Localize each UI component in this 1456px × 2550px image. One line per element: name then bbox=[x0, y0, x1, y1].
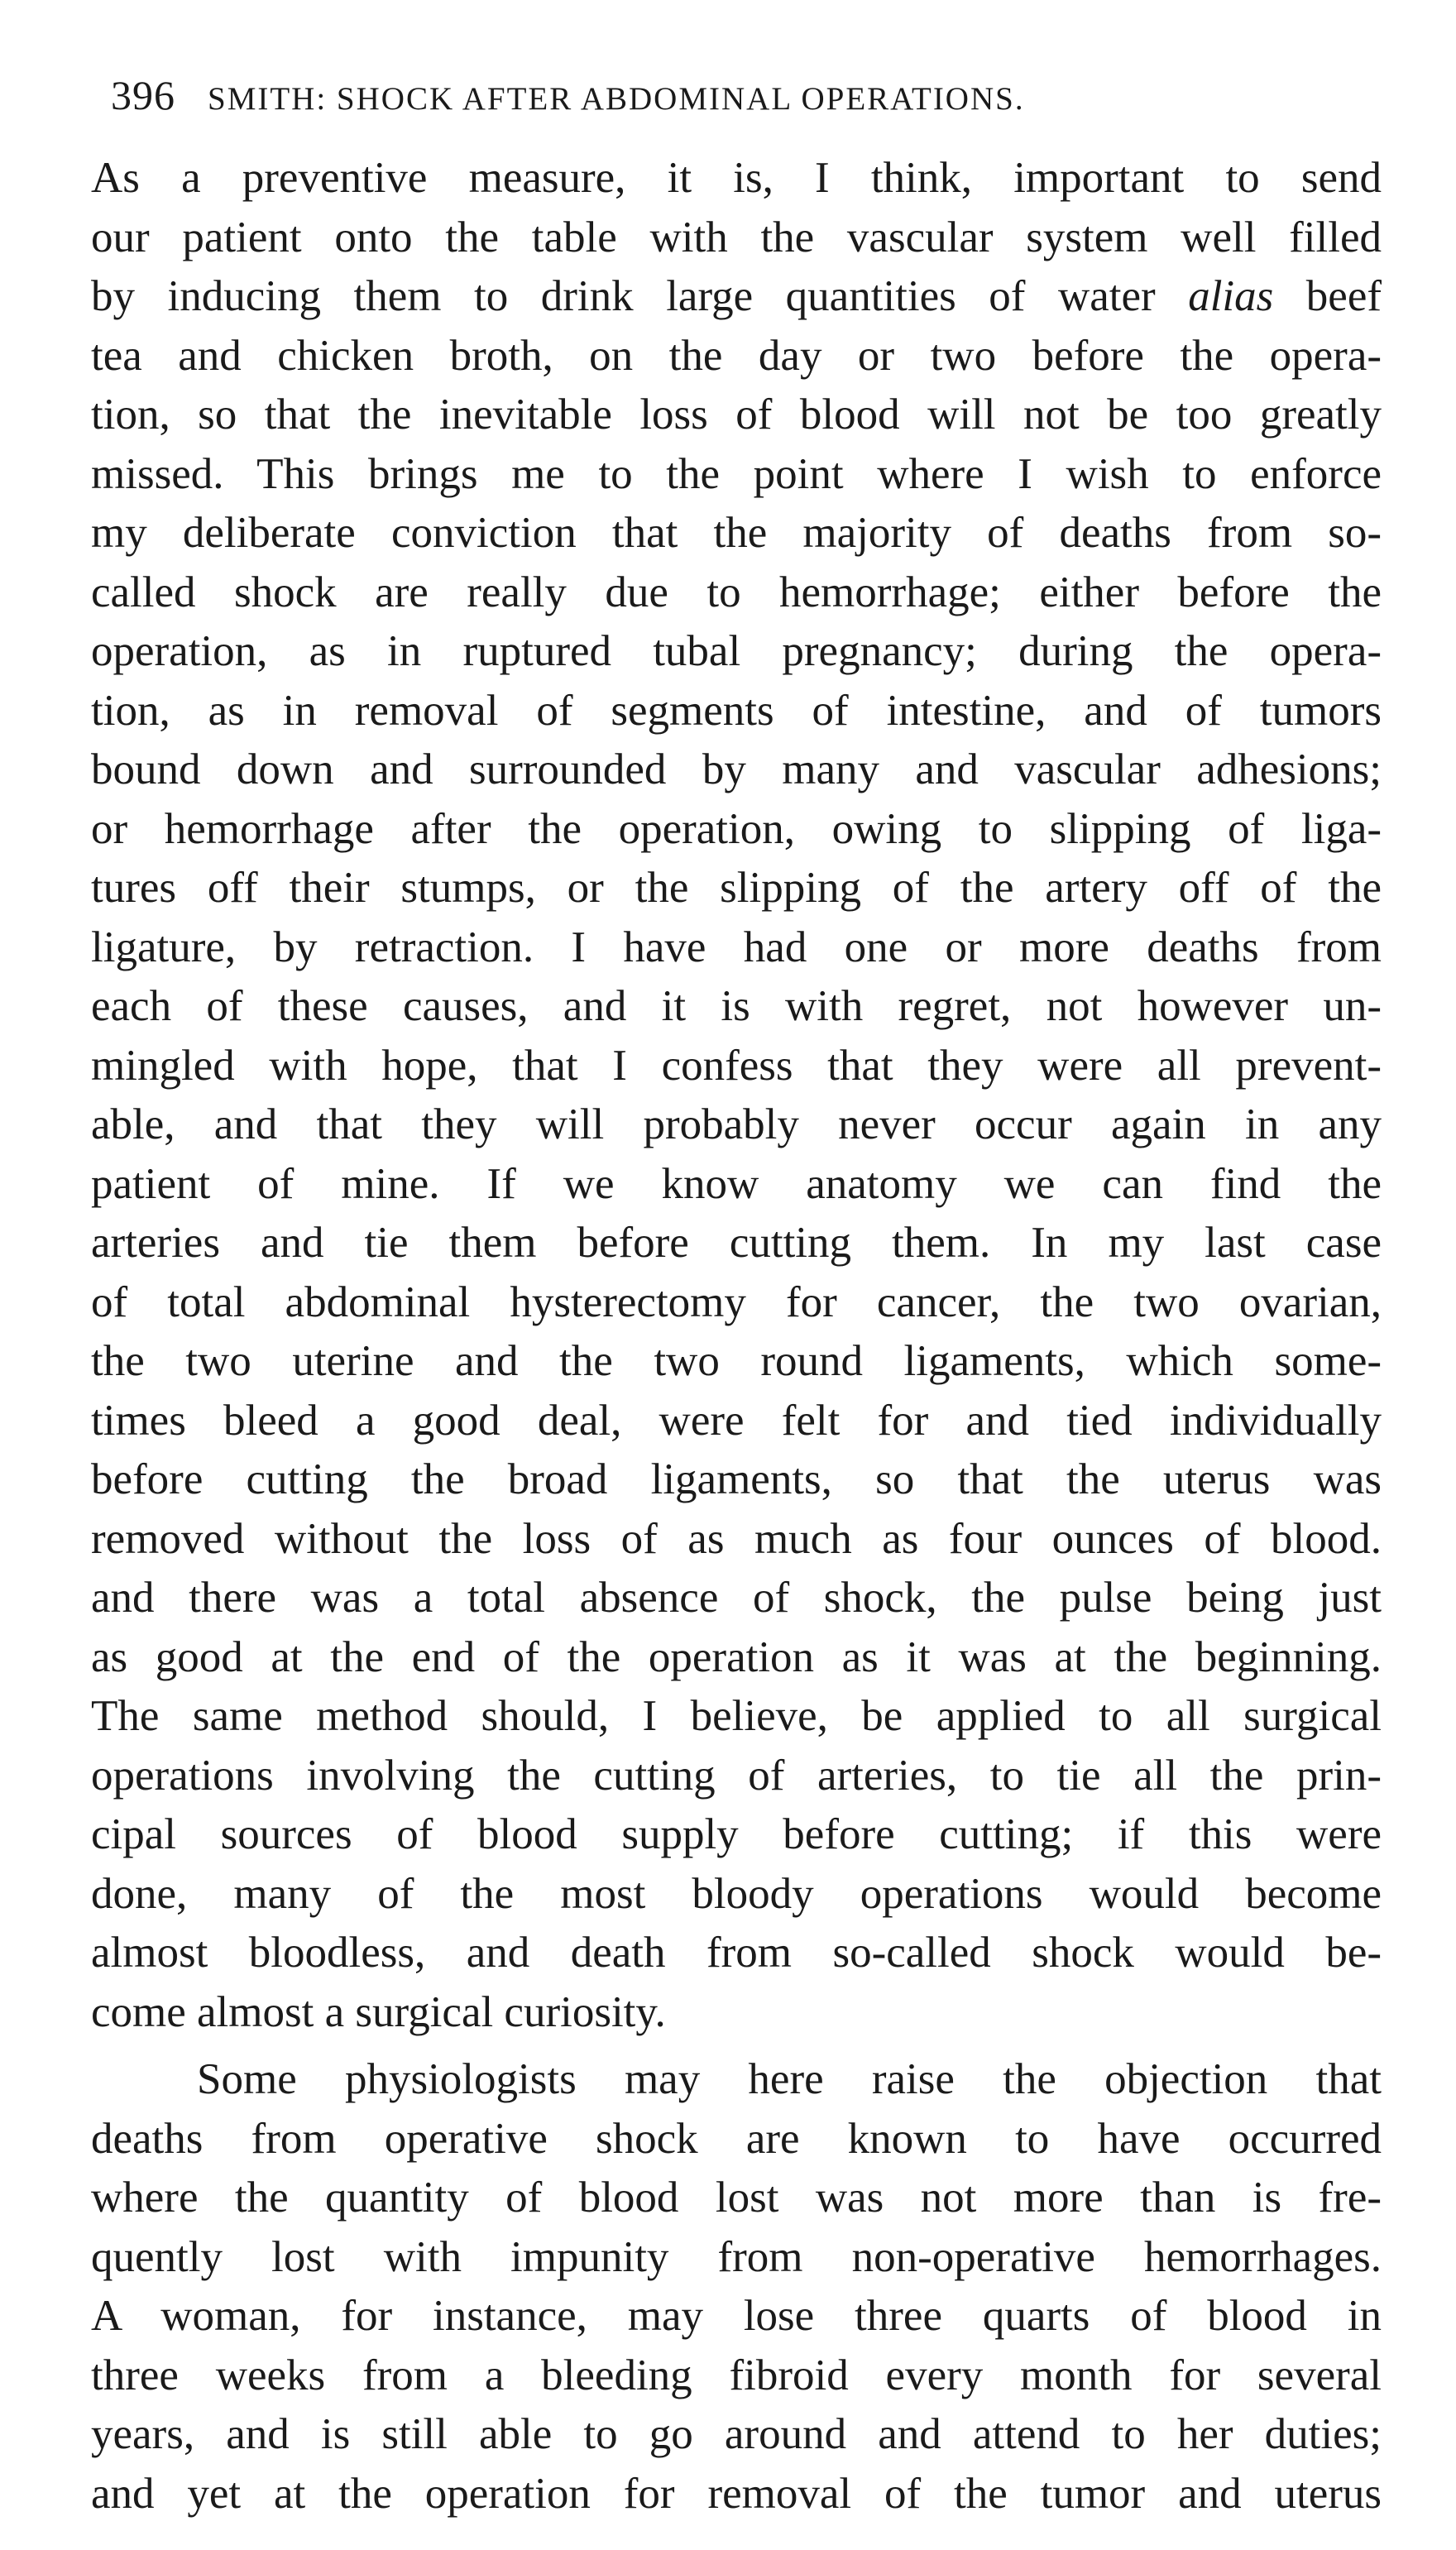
text-line: come almost a surgical curiosity. bbox=[91, 1987, 666, 2036]
text-line: of total abdominal hysterectomy for cancer, the two ovarian, bbox=[91, 1277, 1382, 1326]
paragraph-gap bbox=[91, 2042, 1382, 2050]
text-line: the two uterine and the two round ligaments, which some- bbox=[91, 1337, 1382, 1385]
text-line: my deliberate conviction that the majority of deaths from so- bbox=[91, 509, 1382, 557]
text-line: tures off their stumps, or the slipping of the artery off of the bbox=[91, 864, 1382, 912]
text-line: bound down and surrounded by many and vascular adhesions; bbox=[91, 745, 1382, 793]
text-line: arteries and tie them before cutting them. In my last case bbox=[91, 1219, 1382, 1267]
text-line: able, and that they will probably never occur again in any bbox=[91, 1100, 1382, 1148]
text-line: removed without the loss of as much as four ounces of blood. bbox=[91, 1514, 1382, 1563]
text-line: Some physiologists may here raise the objection that bbox=[197, 2055, 1382, 2103]
text-line: tea and chicken broth, on the day or two before the opera- bbox=[91, 331, 1382, 380]
text-line: tion, so that the inevitable loss of blood will not be too greatly bbox=[91, 391, 1382, 439]
text-line: three weeks from a bleeding fibroid every month for several bbox=[91, 2351, 1382, 2399]
text-line: years, and is still able to go around and attend to her duties; bbox=[91, 2410, 1382, 2458]
text-line: each of these causes, and it is with regret, not however un- bbox=[91, 982, 1382, 1030]
page-number: 396 bbox=[111, 72, 175, 118]
text-line: operations involving the cutting of arteries, to tie all the prin- bbox=[91, 1751, 1382, 1800]
text-line: patient of mine. If we know anatomy we can find the bbox=[91, 1159, 1382, 1208]
italic-word: alias bbox=[1188, 272, 1274, 320]
text-line: as good at the end of the operation as it was at the beginning. bbox=[91, 1632, 1382, 1681]
text-line: tion, as in removal of segments of intestine, and of tumors bbox=[91, 686, 1382, 735]
text-line: quently lost with impunity from non-operative hemorrhages. bbox=[91, 2232, 1382, 2281]
text-line: operation, as in ruptured tubal pregnancy; during the opera- bbox=[91, 627, 1382, 675]
text-line: As a preventive measure, it is, I think, important to send bbox=[91, 154, 1382, 202]
paragraph bbox=[91, 2050, 1382, 2524]
text-line: done, many of the most bloody operations would become bbox=[91, 1869, 1382, 1918]
text-line: where the quantity of blood lost was not more than is fre- bbox=[91, 2174, 1382, 2222]
text-line: called shock are really due to hemorrhage; either before the bbox=[91, 568, 1382, 616]
text-line: and there was a total absence of shock, the pulse being just bbox=[91, 1574, 1382, 1622]
text-line: or hemorrhage after the operation, owing to slipping of liga- bbox=[91, 804, 1382, 853]
text-line: ligature, by retraction. I have had one or more deaths from bbox=[91, 923, 1382, 971]
running-head bbox=[111, 71, 1385, 119]
running-title: SMITH: SHOCK AFTER ABDOMINAL OPERATIONS. bbox=[208, 81, 1025, 117]
body-text bbox=[91, 149, 1382, 2524]
text-line: A woman, for instance, may lose three quarts of blood in bbox=[91, 2292, 1382, 2340]
paragraph bbox=[91, 149, 1382, 2042]
text-line: times bleed a good deal, were felt for and tied individually bbox=[91, 1396, 1382, 1445]
text-line: deaths from operative shock are known to have occurred bbox=[91, 2114, 1382, 2163]
text-line: cipal sources of blood supply before cutting; if this were bbox=[91, 1810, 1382, 1858]
text-line: almost bloodless, and death from so-called shock would be- bbox=[91, 1929, 1382, 1977]
text-line: and yet at the operation for removal of the tumor and uterus bbox=[91, 2469, 1382, 2518]
text-line: our patient onto the table with the vascular system well filled bbox=[91, 213, 1382, 261]
text-line: mingled with hope, that I confess that they were all prevent- bbox=[91, 1041, 1382, 1090]
text-line: by inducing them to drink large quantities of water alias beef bbox=[91, 272, 1382, 320]
text-line: The same method should, I believe, be applied to all surgical bbox=[91, 1692, 1382, 1740]
text-line: before cutting the broad ligaments, so that the uterus was bbox=[91, 1455, 1382, 1503]
text-line: missed. This brings me to the point where I wish to enforce bbox=[91, 449, 1382, 498]
